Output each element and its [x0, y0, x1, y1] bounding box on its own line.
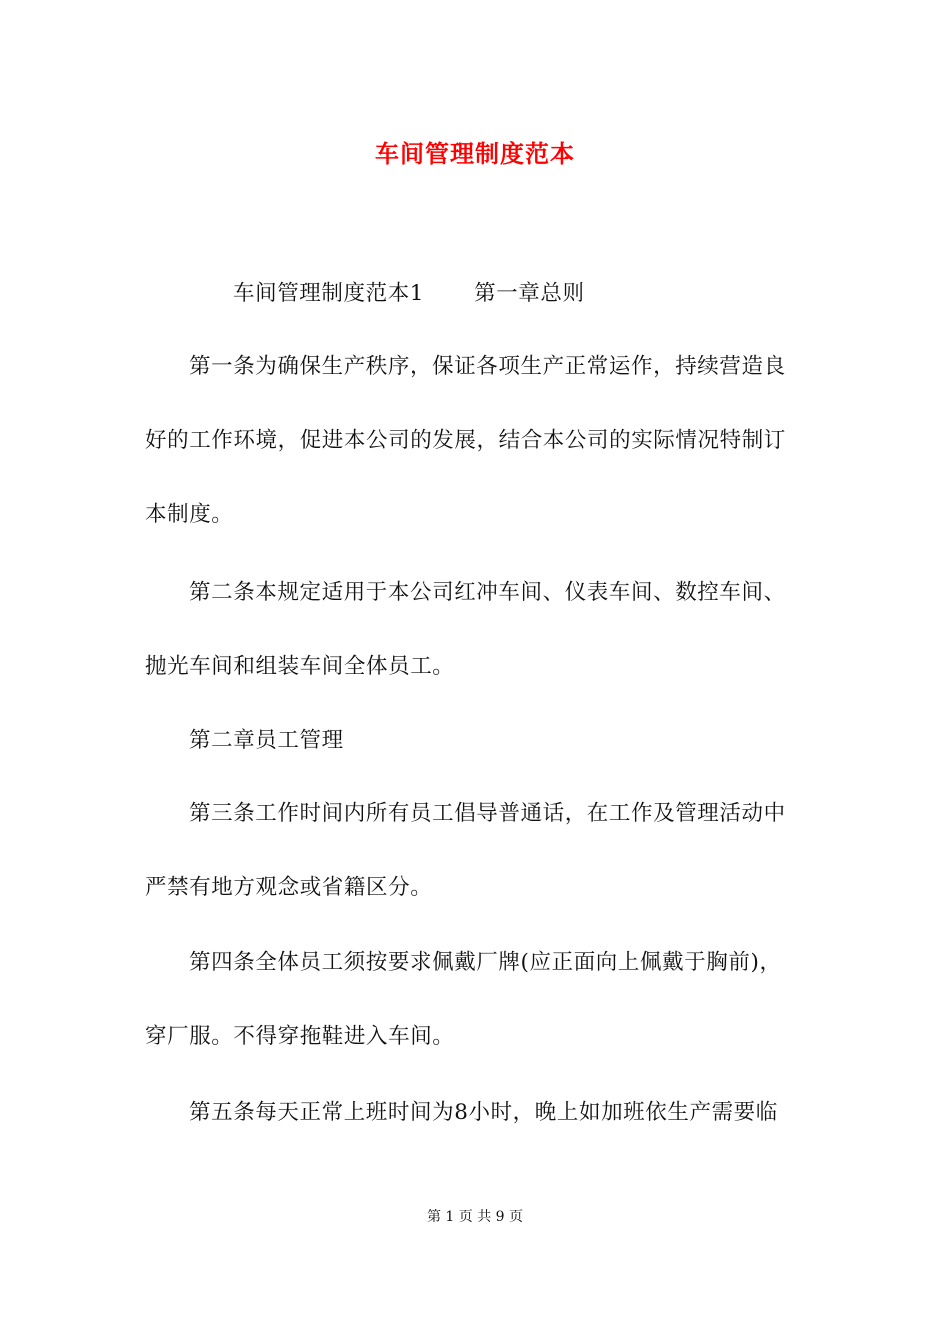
page-number: 第 1 页 共 9 页	[426, 1209, 524, 1225]
paragraph-line: 第三条工作时间内所有员工倡导普通话，在工作及管理活动中	[189, 801, 786, 826]
paragraph-line: 本制度。	[145, 502, 234, 527]
paragraph-line: 严禁有地方观念或省籍区分。	[145, 875, 433, 900]
chapter-heading: 第一章总则	[474, 281, 585, 306]
paragraph-line: 第二条本规定适用于本公司红冲车间、仪表车间、数控车间、	[189, 580, 786, 605]
paragraph-line: 第一条为确保生产秩序，保证各项生产正常运作，持续营造良	[189, 354, 786, 379]
paragraph-line: 好的工作环境，促进本公司的发展，结合本公司的实际情况特制订	[145, 428, 786, 453]
document-title: 车间管理制度范本	[375, 139, 575, 168]
document-subtitle: 车间管理制度范本1	[233, 281, 425, 306]
paragraph-line: 第五条每天正常上班时间为8小时，晚上如加班依生产需要临	[189, 1100, 778, 1125]
paragraph-line: 抛光车间和组装车间全体员工。	[145, 654, 455, 679]
chapter-heading: 第二章员工管理	[189, 728, 344, 753]
paragraph-line: 穿厂服。不得穿拖鞋进入车间。	[145, 1024, 455, 1049]
paragraph-line: 第四条全体员工须按要求佩戴厂牌(应正面向上佩戴于胸前)，	[189, 950, 782, 975]
section-heading	[233, 277, 903, 311]
